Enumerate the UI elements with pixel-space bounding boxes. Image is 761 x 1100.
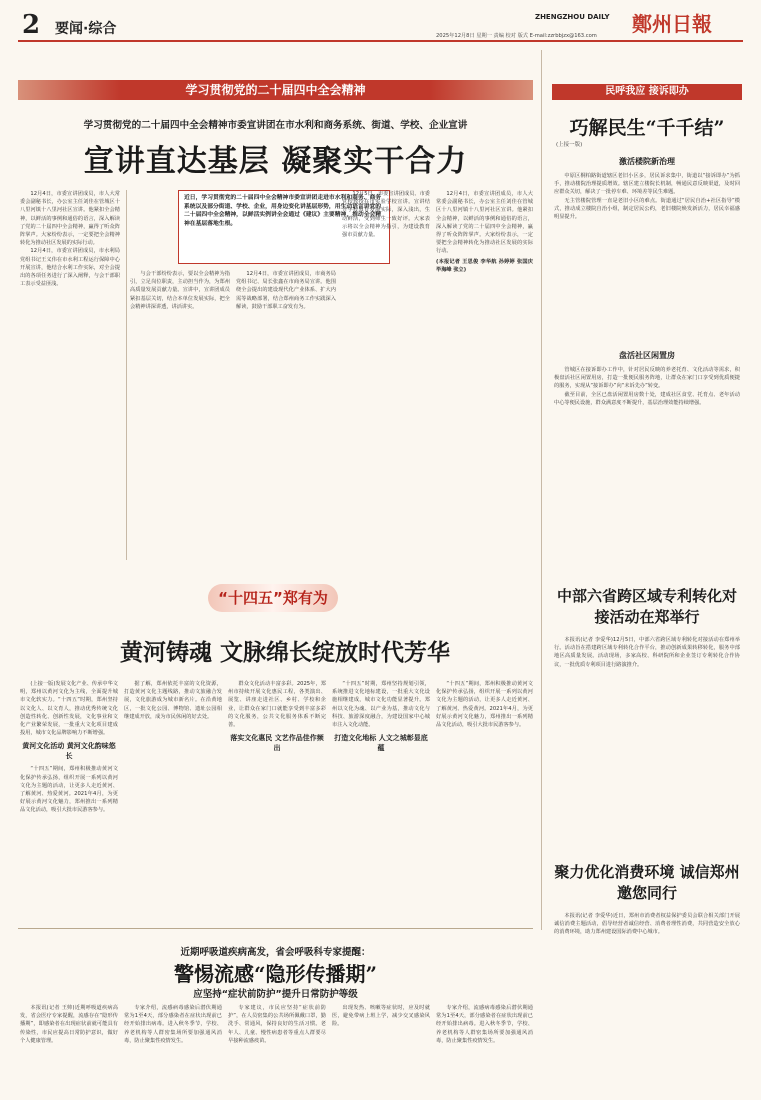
right-subhead-2: 盘活社区闲置房	[619, 351, 675, 360]
right-banner-text: 民呼我应 接诉即办	[605, 86, 689, 97]
section-title: 要闻·综合	[55, 21, 117, 37]
kicker: 学习贯彻党的二十届四中全会精神市委宣讲团在市水利和商务系统、街道、学校、企业宣讲	[83, 120, 468, 131]
column-banner	[18, 80, 533, 100]
consumer-article: 本报讯(记者 李爱华)近日，郑州市消费者权益保护委员会联合相关部门开展诚信消费主题活动，倡导经营者诚信经营、消费者理性消费，共同营造安全放心的消费环境，助力郑州建设国际消费中心城市。	[554, 913, 740, 936]
culture-subhead-3: 打造文化地标 人文之城彰显底蕴	[334, 734, 428, 753]
health-column-5: 专家介绍，流感病毒感染后潜伏期通常为1至4天，部分感染者在症状出现前已经开始排出病毒。进入秋冬季节，学校、养老机构等人群密集场所要加强通风消毒，防止聚集性疫情发生。	[436, 1005, 533, 1044]
theme-badge	[208, 584, 338, 612]
culture-column-4: “十四五”时期，郑州坚持规划引领，系统推进文化地标建设，一批重大文化设施相继建成，城市文化功能显著提升。郑州以文化为魂、以产业为基，推动文化与科技、旅游深度融合，为建设国家中心城市注入文化动能。 打造文化地标 人文之城彰显底蕴	[332, 681, 430, 753]
byline: (本报记者 王思俊 李华航 孙婷婷 张国庆 毕海峰 张立)	[436, 258, 533, 273]
culture-column-1: (上接一版)发展文化产业、传承中华文明，郑州以黄河文化为主线，全面提升城市文化软实力。“十四五”时期，郑州坚持以文化人、以文育人，推动优秀传统文化创造性转化、创新性发展，文化事业和文化产业繁荣发展，一批重大文化项目建成投用，城市文化品牌影响力不断增强。 黄河文化活动 黄河文化韵味悠长 “十四五”期间，郑州积极推动黄河文化保护传承弘扬，组织开展一系列以黄河文化为主题的活动，让更多人走近黄河、了解黄河、热爱黄河。2021年4月，为更好展示黄河文化魅力，郑州推出一系列精品文化活动，吸引大批市民游客参与。	[20, 681, 118, 814]
right-article-2: 管城区在接诉即办工作中，针对居民反映的养老托育、文化活动等需求，积极盘活社区闲置用房，打造一批便民服务阵地，让群众在家门口享受到优质便捷的服务，实现从“接诉即办”向“未诉先办”转变。 截至目前，全区已盘活闲置用房数十处，建成社区食堂、托育点、老年活动中心等便民设施，群众满意度不断提升，基层治理效能持续增强。	[554, 367, 740, 406]
consumer-headline: 聚力优化消费环境 诚信郑州邀您同行	[554, 863, 740, 902]
masthead-rule	[18, 40, 743, 42]
lead-text: 近日，学习贯彻党的二十届四中全会精神市委宣讲团走进市水利和商务、商务系统以及部分街道、学校、企业，用身边变化讲基层形势，用生动语言讲党的二十届四中全会精神，以鲜活实例讲全会通过《建议》主要精神，推动全会精神在基层落地生根。	[184, 195, 382, 227]
article-column-4: 12月5日，市委宣讲团成员、市委党校教授在市实验学校宣讲。宣讲结合学校教育发展实际，深入浅出，生动鲜活，受到师生一致好评。大家表示将以全会精神为指引，为建设教育强市贡献力量。	[342, 191, 430, 239]
transfer-headline: 中部六省跨区域专利转化对接活动在郑举行	[556, 587, 737, 626]
health-subtitle: 应坚持“症状前防护”提升日常防护等级	[193, 989, 358, 1000]
culture-headline: 黄河铸魂 文脉绵长绽放时代芳华	[119, 639, 450, 666]
culture-subhead-2: 落实文化惠民 文艺作品佳作频出	[230, 734, 324, 753]
culture-subhead-1: 黄河文化活动 黄河文化韵味悠长	[22, 742, 116, 761]
article-column-5: 12月4日，市委宣讲团成员，市人大常委会副秘书长，办公室主任刘佳在管城区十八里河镇十八里河社区宣讲。他紧扣全会精神，以鲜活的事例和通俗的语言，深入解读了党的二十届四中全会精神，赢得了听众阵阵掌声。大家纷纷表示，一定要把全会精神转化为推动社区发展的实际行动。 (本报记者 王思俊 李华航 孙婷婷 张国庆 毕海峰 张立)	[436, 191, 533, 273]
article-column-2: 与会干部纷纷表示，要以全会精神为指引，立足岗位职责，主动担当作为，为郑州高质量发展贡献力量。宣讲中，宣讲团成员紧扣基层关切，结合本单位发展实际，把全会精神讲深讲透，讲活讲实。	[130, 271, 230, 310]
health-column-3: 专家建议，市民应坚持“症状前防护”，在人员密集的公共场所佩戴口罩，勤洗手、常通风，保持良好的生活习惯。老年人、儿童、慢性病患者等重点人群要尽早接种流感疫苗。	[228, 1005, 326, 1044]
culture-column-3: 群众文化活动丰富多彩。2025年，郑州市持续开展文化惠民工程，各类演出、展览、讲座走进社区、乡村、学校和企业，让群众在家门口就能享受到丰富多彩的文化服务，公共文化服务体系不断完善。 落实文化惠民 文艺作品佳作频出	[228, 681, 326, 753]
health-top-rule	[18, 928, 533, 929]
right-continued: (上接一版)	[556, 142, 583, 148]
health-column-4: 出现发热、咳嗽等症状时，应及时就医，避免带病上班上学，减少交叉感染风险。	[332, 1005, 430, 1028]
culture-column-5: “十四五”期间，郑州积极推动黄河文化保护传承弘扬，组织开展一系列以黄河文化为主题的活动，让更多人走近黄河、了解黄河、热爱黄河。2021年4月，为更好展示黄河文化魅力，郑州推出一系列精品文化活动，吸引大批市民游客参与。	[436, 681, 533, 729]
theme-slogan: “十四五”郑有为	[218, 589, 328, 607]
paper-name-en: ZHENGZHOU DAILY	[535, 13, 610, 21]
column-banner-text: 学习贯彻党的二十届四中全会精神	[185, 83, 366, 97]
right-column-banner	[552, 84, 742, 100]
article-column-1: 12月4日，市委宣讲团成员，市人大常委会副秘书长，办公室主任刘佳在管城区十八里河镇十八里河社区宣讲。他紧扣全会精神，以鲜活的事例和通俗的语言，深入解读了党的二十届四中全会精神，赢得了听众阵阵掌声。大家纷纷表示，一定要把全会精神转化为推动社区发展的实际行动。 12月4日，市委宣讲团成员，市水利局党组书记王义伟在市水利工程运行保障中心开展宣讲，他结合水利工作实际，对全会提出的各项任务进行了深入阐释，与会干部职工表示受益匪浅。	[20, 191, 120, 288]
health-headline: 警惕流感“隐形传播期”	[173, 962, 377, 986]
page-number: 2	[22, 10, 41, 40]
health-column-2: 专家介绍，流感病毒感染后潜伏期通常为1至4天，部分感染者在症状出现前已经开始排出病毒。进入秋冬季节，学校、养老机构等人群密集场所要加强通风消毒，防止聚集性疫情发生。	[124, 1005, 222, 1044]
right-subhead-1: 激活楼院新治理	[619, 157, 675, 166]
date-line: 2025年12月8日 星期一 责编 校对 版式 E-mail:zzrbbjzx@163.com	[436, 33, 597, 39]
headline: 宣讲直达基层 凝聚实干合力	[83, 144, 468, 179]
right-divider	[541, 50, 542, 930]
column-divider	[126, 190, 127, 560]
paper-logo: 鄭州日報	[632, 12, 712, 36]
right-headline: 巧解民生“千千结”	[569, 117, 725, 139]
health-column-1: 本报讯(记者 王帅)近期呼吸道疾病高发，省会医疗专家提醒，流感存在“隐形传播期”，即感染者在出现症状前就可能具有传染性，市民应提高日常防护意识，做好个人健康管理。	[20, 1005, 118, 1044]
right-article-1: 中原区桐柏路街道辖区老旧小区多，居民诉求集中，街道以“接诉即办”为抓手，推动楼院治理提质增效。辖区建立楼院长机制，畅通民意反映渠道，及时回应群众关切，解决了一批停车难、环境差等民生难题。 无主管楼院管理一直是老旧小区的难点。街道通过“居民自治+社区指导”模式，推动成立楼院自治小组，制定居民公约，老旧楼院焕发新活力，居民幸福感明显提升。	[554, 173, 740, 221]
health-kicker: 近期呼吸道疾病高发，省会呼吸科专家提醒：	[180, 947, 371, 958]
article-column-3: 12月4日，市委宣讲团成员，市商务局党组书记、局长张鑫在市商务局宣讲。他围绕全会提出的建设现代化产业体系、扩大内需等战略部署，结合郑州商务工作实践深入解读，鼓励干部职工奋发有为。	[236, 271, 336, 310]
transfer-article: 本报讯(记者 李爱华)12月5日，中部六省跨区域专利转化对接活动在郑州举行。活动旨在搭建跨区域专利转化合作平台，推动创新成果转移转化，服务中部地区高质量发展。活动现场，多家高校、科研院所和企业签订专利转化合作协议，一批优质专利项目进行路演推介。	[554, 637, 740, 668]
culture-column-2: 据了解，郑州依托丰富的文化资源，打造黄河文化主题线路，推动文旅融合发展，文化旅游成为城市新名片。在沿黄地区，一批文化公园、博物馆、遗址公园相继建成开放，成为市民休闲的好去处。	[124, 681, 222, 720]
